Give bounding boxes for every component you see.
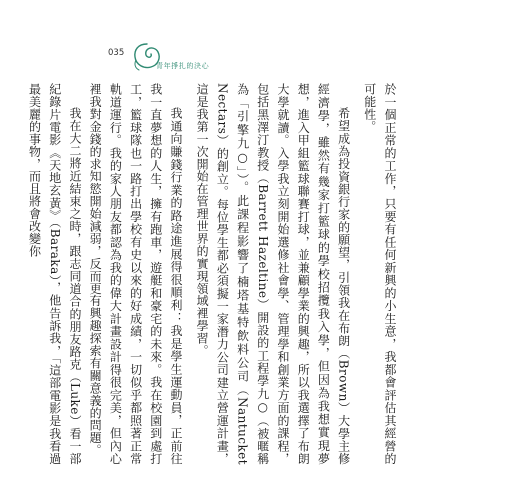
paragraph-3: 我通向賺錢行業的路途進展得很順利：我是學生運動員，正前往我一直夢想的人生，擁有跑車，遊艇和豪宅的未來。我在校園到處打工，籃球隊也一路打出學校有史以來的好成績，一切似乎都照著正常軌道運行。我的家人朋友都認為我的偉大計畫設計得很完美，但內心裡我對金錢的求知慾開始減弱，反而更有興趣探索有關意義的問題。 — [88, 83, 183, 465]
paragraph-4: 我在大二將近結束之時，跟志同道合的朋友路克（Luke）看一部紀錄片電影《天地玄黃》（Baraka），他告訴我，「這部電影是我看過最美麗的事物，而且將會改變你 — [27, 83, 82, 465]
paragraph-1: 於一個正常的工作，只要有任何新興的小生意，我都會評估其經營的可能性。 — [362, 83, 397, 465]
vertical-body-text — [27, 83, 406, 465]
running-title: 青年掙扎的決心 — [156, 62, 210, 70]
paragraph-2: 希望成為投資銀行家的願望，引領我在布朗（Brown）大學主修經濟學，雖然有幾家打籃球的學校招攬我入學，但因為我想實現夢想，進入甲組籃球聯賽打球，並兼顧學業的興趣，所以我選擇了布朗大學就讀。入學我立刻開始選修社會學、管理學和創業方面的課程，包括黑澤汀教授（Barrett Hazeltine）開設的工程學九○（被暱稱為「引擎九○」）。此課程影響了楠塔基特飲料公司（Nantucket Nectars）的創立。每位學生都必須擬一家潛力公司建立營運計畫，這是我第一次開始在管理世界的實現領域裡學習。 — [195, 83, 351, 465]
page-header — [108, 40, 218, 76]
page-number: 035 — [108, 48, 125, 58]
